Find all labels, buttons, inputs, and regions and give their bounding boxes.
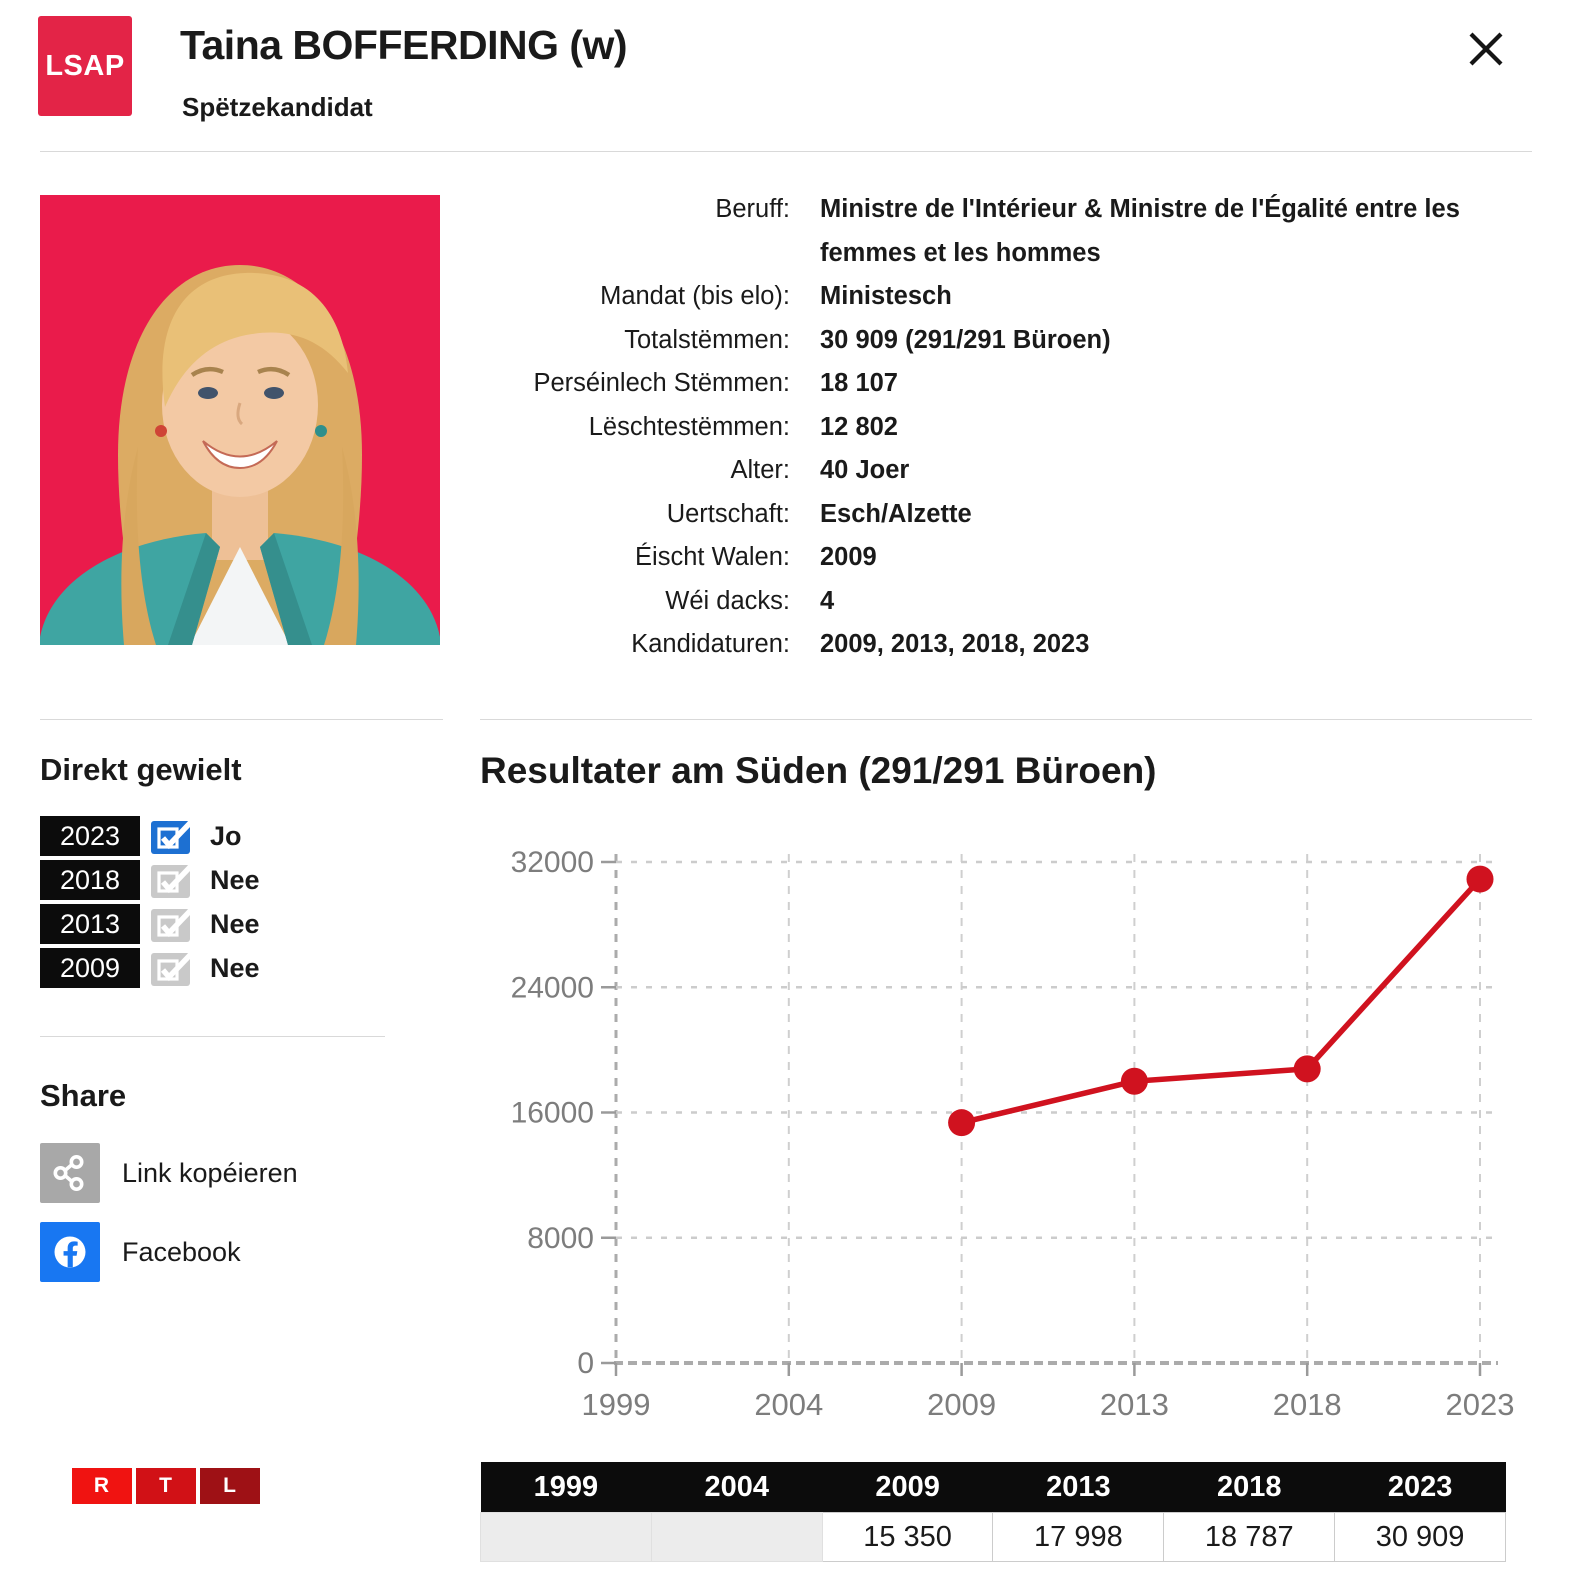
table-value-cell	[481, 1513, 652, 1562]
chart-title: Resultater am Süden (291/291 Büroen)	[480, 750, 1157, 791]
info-label: Éischt Walen:	[635, 543, 790, 571]
table-value-cell: 30 909	[1335, 1513, 1506, 1562]
svg-text:1999: 1999	[581, 1387, 651, 1416]
direkt-gewielt-row	[40, 904, 260, 944]
info-value: Ministesch	[820, 282, 952, 310]
share-label[interactable]: Facebook	[122, 1236, 241, 1267]
info-label: Mandat (bis elo):	[600, 282, 790, 310]
direkt-gewielt-list	[40, 816, 260, 988]
table-value-cell: 18 787	[1164, 1513, 1335, 1562]
elected-label: Nee	[210, 908, 260, 939]
right-divider	[480, 719, 1532, 720]
rtl-logo	[72, 1468, 260, 1504]
close-button[interactable]	[1462, 26, 1510, 74]
year-badge: 2023	[40, 816, 140, 856]
share-icon-box[interactable]	[40, 1143, 100, 1203]
info-label: Beruff:	[715, 195, 790, 223]
year-badge: 2018	[40, 860, 140, 900]
info-value: Ministre de l'Intérieur & Ministre de l'Égalité entre les femmes et les hommes	[820, 195, 1460, 267]
rtl-letter-box: R	[72, 1468, 132, 1504]
svg-text:2009: 2009	[927, 1387, 997, 1416]
ballot-check-icon	[150, 817, 196, 855]
info-label: Totalstëmmen:	[624, 325, 790, 354]
info-value: 4	[820, 586, 835, 615]
svg-text:8000: 8000	[527, 1221, 594, 1255]
share-label[interactable]: Link kopéieren	[122, 1157, 298, 1188]
share-heading: Share	[40, 1078, 127, 1113]
ballot-check-icon	[150, 861, 196, 899]
ballot-check-icon	[150, 905, 196, 943]
svg-text:16000: 16000	[510, 1096, 594, 1130]
rtl-letter-box: L	[200, 1468, 260, 1504]
info-label: Lëschtestëmmen:	[588, 412, 790, 441]
direkt-gewielt-heading: Direkt gewielt	[40, 752, 242, 787]
info-value: 2009, 2013, 2018, 2023	[820, 630, 1090, 658]
direkt-gewielt-row	[40, 860, 260, 900]
share-link-icon	[46, 1149, 94, 1197]
share-list	[40, 1143, 298, 1282]
rtl-letter-box: T	[136, 1468, 196, 1504]
svg-text:2013: 2013	[1099, 1387, 1169, 1416]
candidate-info-list	[480, 188, 1532, 667]
info-value: 30 909 (291/291 Büroen)	[820, 325, 1111, 354]
table-year-header: 1999	[481, 1462, 652, 1513]
info-value: 18 107	[820, 369, 898, 397]
share-icon-box[interactable]	[40, 1222, 100, 1282]
share-item-copy-link[interactable]	[40, 1143, 298, 1203]
year-badge: 2013	[40, 904, 140, 944]
svg-text:0: 0	[577, 1347, 594, 1380]
svg-text:24000: 24000	[510, 971, 594, 1005]
elected-label: Jo	[210, 820, 242, 851]
direkt-gewielt-row	[40, 816, 260, 856]
table-value-cell: 17 998	[993, 1513, 1164, 1562]
table-year-header: 2013	[993, 1462, 1164, 1513]
svg-text:2023: 2023	[1445, 1387, 1515, 1416]
info-label: Wéi dacks:	[665, 586, 790, 615]
table-year-header: 2004	[651, 1462, 822, 1513]
results-table	[480, 1462, 1506, 1562]
info-value: 12 802	[820, 412, 898, 441]
left-divider-1	[40, 719, 443, 720]
table-year-header: 2018	[1164, 1462, 1335, 1513]
info-value: 2009	[820, 543, 877, 571]
table-value-cell: 15 350	[822, 1513, 993, 1562]
candidate-name: Taina BOFFERDING (w)	[180, 22, 628, 68]
svg-text:32000: 32000	[510, 846, 594, 879]
year-badge: 2009	[40, 948, 140, 988]
elected-label: Nee	[210, 952, 260, 983]
table-year-header: 2023	[1335, 1462, 1506, 1513]
info-value: 40 Joer	[820, 456, 910, 484]
info-label: Kandidaturen:	[631, 630, 790, 658]
facebook-icon	[46, 1228, 94, 1276]
close-icon	[1464, 27, 1508, 71]
header-divider	[40, 151, 1532, 152]
candidate-photo	[40, 195, 440, 645]
svg-text:2018: 2018	[1272, 1387, 1342, 1416]
party-logo-lsap: LSAP	[38, 16, 132, 116]
elected-label: Nee	[210, 864, 260, 895]
share-item-facebook[interactable]	[40, 1222, 298, 1282]
left-divider-2	[40, 1036, 385, 1037]
info-label: Perséinlech Stëmmen:	[533, 369, 790, 397]
table-year-header: 2009	[822, 1462, 993, 1513]
candidate-role: Spëtzekandidat	[182, 92, 373, 122]
table-value-cell	[651, 1513, 822, 1562]
info-label: Uertschaft:	[666, 499, 790, 528]
results-chart	[480, 826, 1532, 1416]
svg-text:2004: 2004	[754, 1387, 824, 1416]
info-value: Esch/Alzette	[820, 499, 972, 528]
info-label: Alter:	[730, 456, 790, 484]
direkt-gewielt-row	[40, 948, 260, 988]
ballot-check-icon	[150, 949, 196, 987]
